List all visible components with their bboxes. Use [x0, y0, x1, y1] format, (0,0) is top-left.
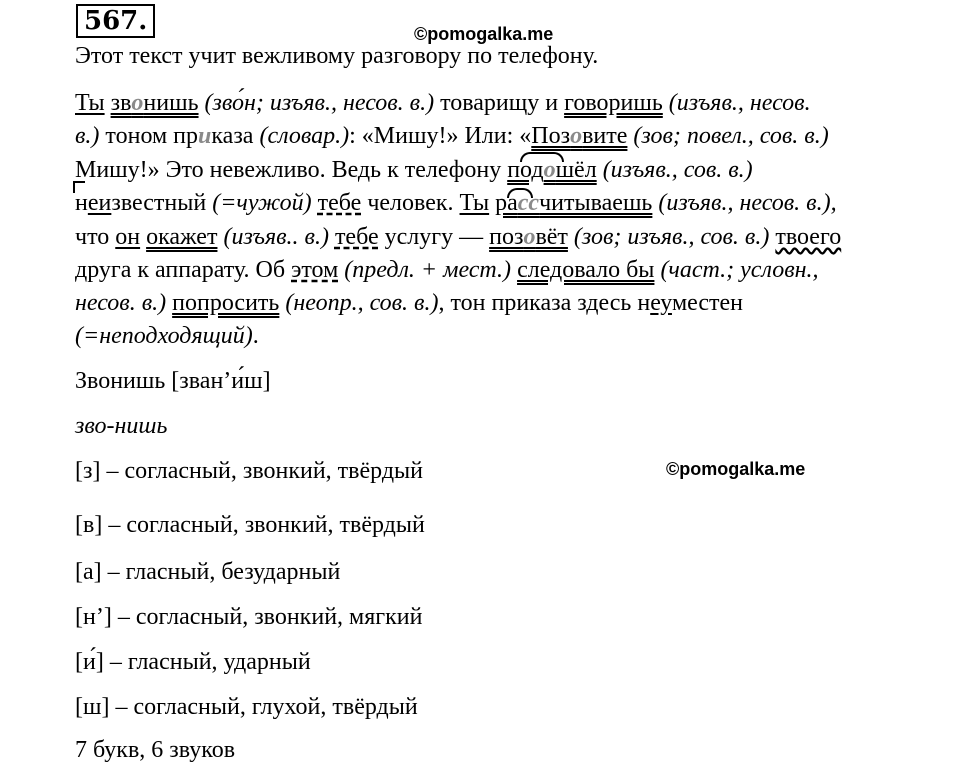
text-line-7: [75, 290, 743, 317]
word-part: Поз: [531, 123, 571, 149]
plain-text: товарищу и: [440, 90, 559, 116]
predicate-word: [531, 123, 627, 149]
word-part: шёл: [555, 157, 597, 183]
plain-text: .: [252, 323, 259, 349]
highlighted-letter: и: [198, 123, 212, 149]
word-part: ра: [495, 190, 518, 216]
word-part: вёт: [535, 224, 568, 250]
grammar-note: (зов; повел., сов. в.): [633, 123, 829, 149]
word-part: читываешь: [539, 190, 653, 216]
grammar-note: (изъяв., несов. в.),: [658, 190, 837, 216]
word-part: еу: [650, 290, 672, 316]
word-part: местен: [671, 290, 744, 316]
highlighted-letter: сс: [517, 190, 540, 216]
plain-text: что: [75, 224, 110, 250]
grammar-note: (неопр., сов. в.): [285, 290, 439, 316]
grammar-note: (изъяв., сов. в.): [602, 157, 753, 183]
word-part: зв: [110, 90, 132, 116]
plain-text: друга к аппарату. Об: [75, 257, 286, 283]
word-transcription: Звонишь [зван’и́ш]: [75, 368, 271, 394]
sound-line: [а] – гласный, безударный: [75, 559, 341, 585]
object-word: этом: [291, 257, 339, 283]
plain-text: человек.: [367, 190, 454, 216]
word-part: н: [75, 190, 88, 216]
subject-word: Ты: [75, 90, 105, 116]
predicate-word: окажет: [146, 224, 218, 250]
exercise-number: 567.: [76, 4, 155, 38]
grammar-note: (част.; условн.,: [660, 257, 819, 283]
text-line-5: [75, 224, 841, 251]
grammar-note: (=неподходящий): [75, 323, 253, 349]
word-part: вите: [582, 123, 628, 149]
plain-text: услугу —: [384, 224, 484, 250]
sound-line: [в] – согласный, звонкий, твёрдый: [75, 512, 425, 538]
predicate-word: [111, 90, 199, 116]
object-word: тебе: [334, 224, 379, 250]
text-line-4: [75, 190, 837, 217]
highlighted-letter: о: [523, 224, 536, 250]
text-line-3: [75, 157, 753, 184]
plain-text: [438, 290, 743, 316]
word-part: каза: [211, 123, 254, 149]
subject-word: Ты: [459, 190, 490, 216]
highlighted-letter: о: [131, 90, 144, 116]
predicate-word: попросить: [172, 290, 280, 316]
grammar-note: в.): [75, 123, 100, 149]
predicate-word: говоришь: [564, 90, 663, 116]
word-part: звестный: [111, 190, 207, 216]
highlighted-letter: о: [570, 123, 583, 149]
grammar-note: (зво́н; изъяв., несов. в.): [204, 90, 435, 116]
watermark-top: ©pomogalka.me: [414, 24, 554, 44]
plain-text: [105, 123, 253, 149]
grammar-note: (словар.): [259, 123, 350, 149]
word-part: нишь: [143, 90, 199, 116]
grammar-note: (зов; изъяв., сов. в.): [573, 224, 770, 250]
word-part: под: [507, 157, 544, 183]
predicate-word: [489, 224, 568, 250]
predicate-word: следовало бы: [517, 257, 655, 283]
text-line-2: [75, 123, 829, 150]
word-part: поз: [489, 224, 524, 250]
text-line-1: [75, 90, 811, 117]
grammar-note: несов. в.): [75, 290, 167, 316]
attribute-word: [75, 190, 206, 216]
word-part: тоном пр: [105, 123, 199, 149]
attribute-word: твоего: [775, 224, 842, 250]
grammar-note: (изъяв.. в.): [223, 224, 329, 250]
sound-line: [ш] – согласный, глухой, твёрдый: [75, 694, 418, 720]
word-part: , тон приказа здесь н: [438, 290, 651, 316]
sound-line: [н’] – согласный, звонкий, мягкий: [75, 604, 423, 630]
grammar-note: (=чужой): [212, 190, 312, 216]
watermark-middle: ©pomogalka.me: [666, 459, 806, 479]
plain-text: Мишу!» Это невежливо. Ведь к телефону: [75, 157, 502, 183]
letter-sound-summary: 7 букв, 6 звуков: [75, 737, 236, 763]
object-word: тебе: [317, 190, 362, 216]
intro-sentence: Этот текст учит вежливому разговору по телефону.: [75, 43, 599, 69]
prefix-mark: [520, 152, 564, 162]
prefix-mark: [507, 188, 533, 198]
plain-text: : «Мишу!» Или: «: [349, 123, 532, 149]
syllable-division: зво-нишь: [75, 413, 168, 439]
word-part: еи: [87, 190, 112, 216]
grammar-note: (предл. + мест.): [344, 257, 512, 283]
text-line-8: [75, 323, 259, 350]
subject-word: он: [115, 224, 141, 250]
highlighted-letter: о: [543, 157, 556, 183]
text-line-6: [75, 257, 819, 284]
sound-line: [з] – согласный, звонкий, твёрдый: [75, 458, 424, 484]
grammar-note: (изъяв., несов.: [668, 90, 811, 116]
sound-line: [и́] – гласный, ударный: [75, 649, 311, 675]
